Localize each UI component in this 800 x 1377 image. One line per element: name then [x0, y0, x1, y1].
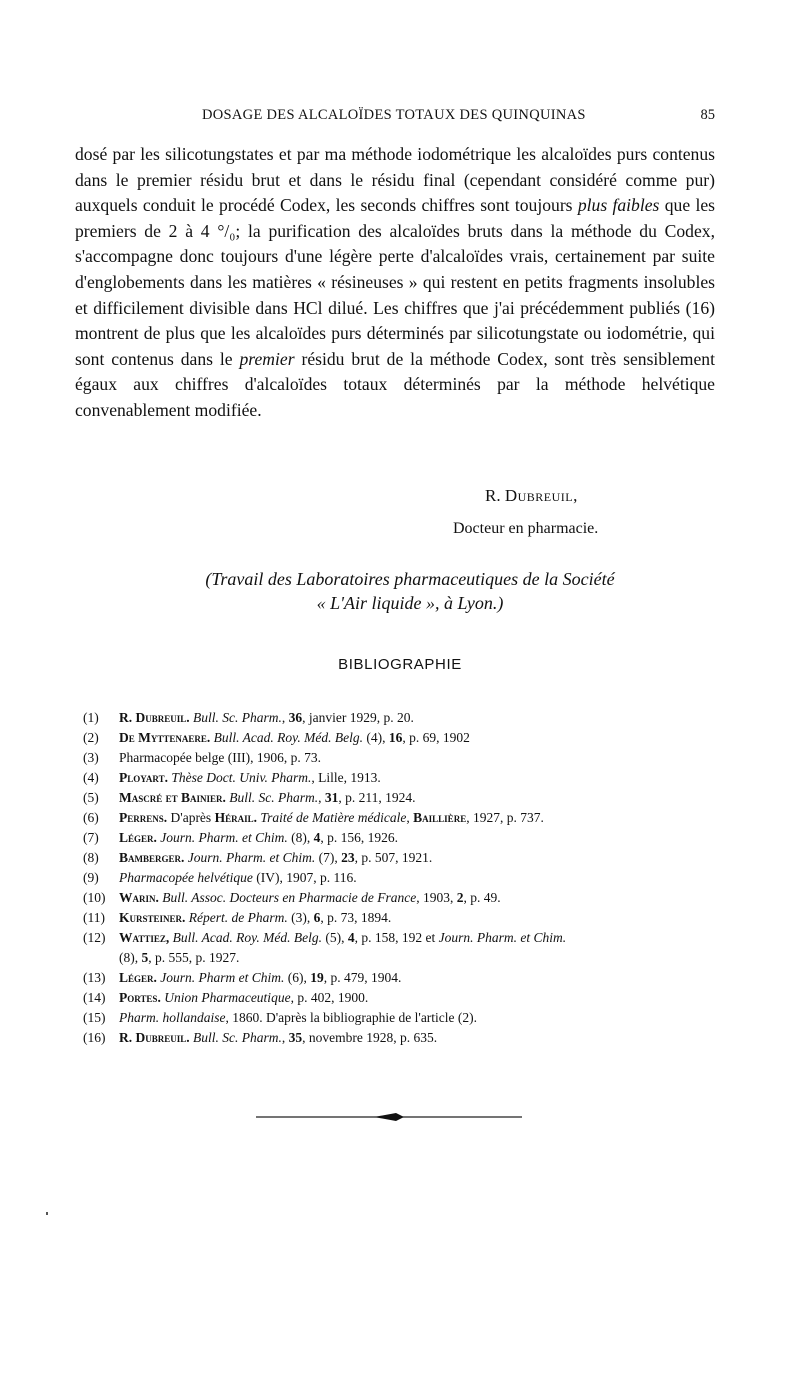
entry-text: , p. 507, 1921.	[354, 850, 433, 865]
bibliography-list	[83, 708, 723, 1048]
bibliography-entry	[83, 988, 723, 1008]
emph-faibles: plus faibles	[577, 195, 660, 216]
entry-author: Portes.	[119, 990, 161, 1005]
bibliography-entry	[83, 928, 723, 968]
entry-journal: Pharmacopée helvétique	[119, 870, 253, 885]
entry-journal: Bull. Acad. Roy. Méd. Belg.	[172, 930, 322, 945]
entry-publisher: Baillière	[413, 810, 467, 825]
entry-volume: 2	[456, 890, 464, 905]
bibliography-entry	[83, 708, 723, 728]
bibliography-entry	[83, 728, 723, 748]
entry-journal: Bull. Sc. Pharm.	[193, 1030, 282, 1045]
entry-number: (9)	[83, 870, 99, 885]
entry-author: R. Dubreuil.	[119, 710, 190, 725]
entry-volume: 36	[288, 710, 303, 725]
bibliography-entry	[83, 828, 723, 848]
entry-volume: 19	[310, 970, 324, 985]
entry-number: (1)	[83, 710, 99, 725]
entry-text: , novembre 1928, p. 635.	[302, 1030, 438, 1045]
entry-number: (14)	[83, 990, 106, 1005]
bibliography-entry	[83, 908, 723, 928]
entry-journal: Bull. Sc. Pharm.	[193, 710, 282, 725]
entry-volume: 23	[341, 850, 355, 865]
entry-number: (13)	[83, 970, 106, 985]
entry-volume: 4	[347, 930, 355, 945]
entry-volume: 6	[313, 910, 321, 925]
lab-attribution-line1: (Travail des Laboratoires pharmaceutiques de la Société	[205, 569, 615, 589]
bibliography-entry	[83, 868, 723, 888]
entry-text: , 1903,	[416, 890, 457, 905]
emph-premier: premier	[239, 348, 295, 369]
page-number: 85	[700, 107, 715, 123]
entry-number: (7)	[83, 830, 99, 845]
entry-number: (2)	[83, 730, 99, 745]
entry-journal: Répert. de Pharm.	[188, 910, 288, 925]
entry-number: (11)	[83, 910, 105, 925]
entry-journal: Journ. Pharm et Chim.	[160, 970, 285, 985]
entry-text: , p. 73, 1894.	[320, 910, 392, 925]
entry-volume: 31	[324, 790, 339, 805]
scan-speck	[46, 1212, 48, 1215]
entry-author: Léger.	[119, 830, 157, 845]
bibliography-entry	[83, 788, 723, 808]
entry-journal: Journ. Pharm. et Chim.	[160, 830, 288, 845]
entry-volume: 5	[141, 950, 149, 965]
end-ornament	[256, 1109, 522, 1125]
entry-text: (IV), 1907, p. 116.	[252, 870, 357, 885]
entry-text: ,	[281, 1030, 289, 1045]
lab-attribution	[110, 567, 710, 615]
entry-text: , Lille, 1913.	[311, 770, 381, 785]
entry-text: , p. 156, 1926.	[320, 830, 399, 845]
entry-author: Warin.	[119, 890, 159, 905]
running-title: DOSAGE DES ALCALOÏDES TOTAUX DES QUINQUINAS	[202, 107, 586, 123]
entry-author: R. Dubreuil.	[119, 1030, 190, 1045]
entry-text: , p. 158, 192 et	[354, 930, 439, 945]
entry-journal: Union Pharmaceutique	[164, 990, 291, 1005]
entry-author: Mascré et Bainier.	[119, 790, 226, 805]
entry-text: ,	[406, 810, 414, 825]
entry-journal: Pharm. hollandaise	[119, 1010, 226, 1025]
entry-volume: 35	[288, 1030, 303, 1045]
entry-text: ,	[281, 710, 289, 725]
entry-text: (8),	[119, 950, 142, 965]
signature-title: Docteur en pharmacie.	[453, 520, 599, 537]
para-mid: que les premiers de 2 à 4 °/₀; la purification des alcaloïdes bruts dans la méthode du Codex, s'accompagne donc toujours d'une légère perte d'alcaloïdes vrais, certainement par suite d'englobements dans les matières « résineuses » qui restent en petits fragments insolubles et difficilement divisible dans HCl dilué. Les chiffres que j'ai précédemment publiés (16) montrent de plus que les alcaloïdes purs déterminés par silicotungstate ou iodométrie, qui sont contenus dans le	[75, 195, 715, 369]
entry-number: (5)	[83, 790, 99, 805]
bibliography-entry	[83, 1028, 723, 1048]
entry-journal: Bull. Assoc. Docteurs en Pharmacie de France	[162, 890, 417, 905]
entry-number: (4)	[83, 770, 99, 785]
entry-journal: Bull. Acad. Roy. Méd. Belg.	[213, 730, 363, 745]
entry-text: , p. 479, 1904.	[323, 970, 402, 985]
entry-author: Hérail.	[214, 810, 257, 825]
entry-title: Traité de Matière médicale	[260, 810, 407, 825]
entry-text: (8),	[287, 830, 314, 845]
para-end: résidu brut de la méthode Codex, sont très sensiblement égaux aux chiffres d'alcaloïdes totaux déterminés par la méthode helvétique convenablement modifiée.	[75, 348, 715, 420]
bibliography-entry	[83, 848, 723, 868]
entry-number: (16)	[83, 1030, 106, 1045]
entry-text: Pharmacopée belge (III), 1906, p. 73.	[119, 750, 322, 765]
entry-text: (3),	[287, 910, 314, 925]
bibliography-entry	[83, 968, 723, 988]
entry-text: , 1860. D'après la bibliographie de l'article (2).	[225, 1010, 478, 1025]
entry-author: Bamberger.	[119, 850, 185, 865]
entry-author: De Myttenaere.	[119, 730, 211, 745]
entry-number: (6)	[83, 810, 99, 825]
entry-text: , p. 211, 1924.	[338, 790, 416, 805]
entry-text: D'après	[167, 810, 215, 825]
entry-text: (4),	[362, 730, 389, 745]
bibliography-entry	[83, 888, 723, 908]
bibliography-entry	[83, 748, 723, 768]
running-header	[75, 107, 715, 133]
entry-text: (5),	[321, 930, 348, 945]
entry-volume: 16	[388, 730, 403, 745]
entry-author: Perrens.	[119, 810, 168, 825]
bibliography-entry	[83, 808, 723, 828]
entry-text: , p. 402, 1900.	[290, 990, 369, 1005]
entry-text: (7),	[315, 850, 342, 865]
main-paragraph	[75, 142, 715, 424]
signature-name: R. Dubreuil,	[485, 486, 578, 505]
entry-author: Léger.	[119, 970, 157, 985]
entry-number: (12)	[83, 930, 106, 945]
entry-text: , p. 49.	[463, 890, 501, 905]
entry-journal: Journ. Pharm. et Chim.	[187, 850, 316, 865]
bibliography-entry	[83, 1008, 723, 1028]
entry-author: Wattiez,	[119, 930, 170, 945]
entry-journal: Bull. Sc. Pharm.	[229, 790, 319, 805]
entry-journal: Thèse Doct. Univ. Pharm.	[171, 770, 312, 785]
entry-volume: 4	[313, 830, 321, 845]
entry-text: , p. 69, 1902	[402, 730, 470, 745]
lab-attribution-line2: « L'Air liquide », à Lyon.)	[316, 593, 504, 613]
entry-number: (3)	[83, 750, 99, 765]
bibliography-entry	[83, 768, 723, 788]
entry-number: (10)	[83, 890, 106, 905]
entry-author: Ployart.	[119, 770, 168, 785]
bibliography-title: BIBLIOGRAPHIE	[338, 656, 462, 673]
entry-number: (8)	[83, 850, 99, 865]
entry-text: (6),	[284, 970, 311, 985]
entry-number: (15)	[83, 1010, 106, 1025]
entry-author: Kursteiner.	[119, 910, 186, 925]
entry-text: , p. 555, p. 1927.	[148, 950, 240, 965]
para-start: dosé par les silicotungstates et par ma méthode iodométrique les alcaloïdes purs contenus dans le premier résidu brut et dans le résidu final (cependant considéré comme pur) auxquels conduit le procédé Codex, les seconds chiffres sont toujours	[75, 144, 715, 216]
entry-journal: Journ. Pharm. et Chim.	[438, 930, 567, 945]
entry-text: , 1927, p. 737.	[466, 810, 544, 825]
entry-text: , janvier 1929, p. 20.	[302, 710, 414, 725]
entry-text: ,	[318, 790, 325, 805]
